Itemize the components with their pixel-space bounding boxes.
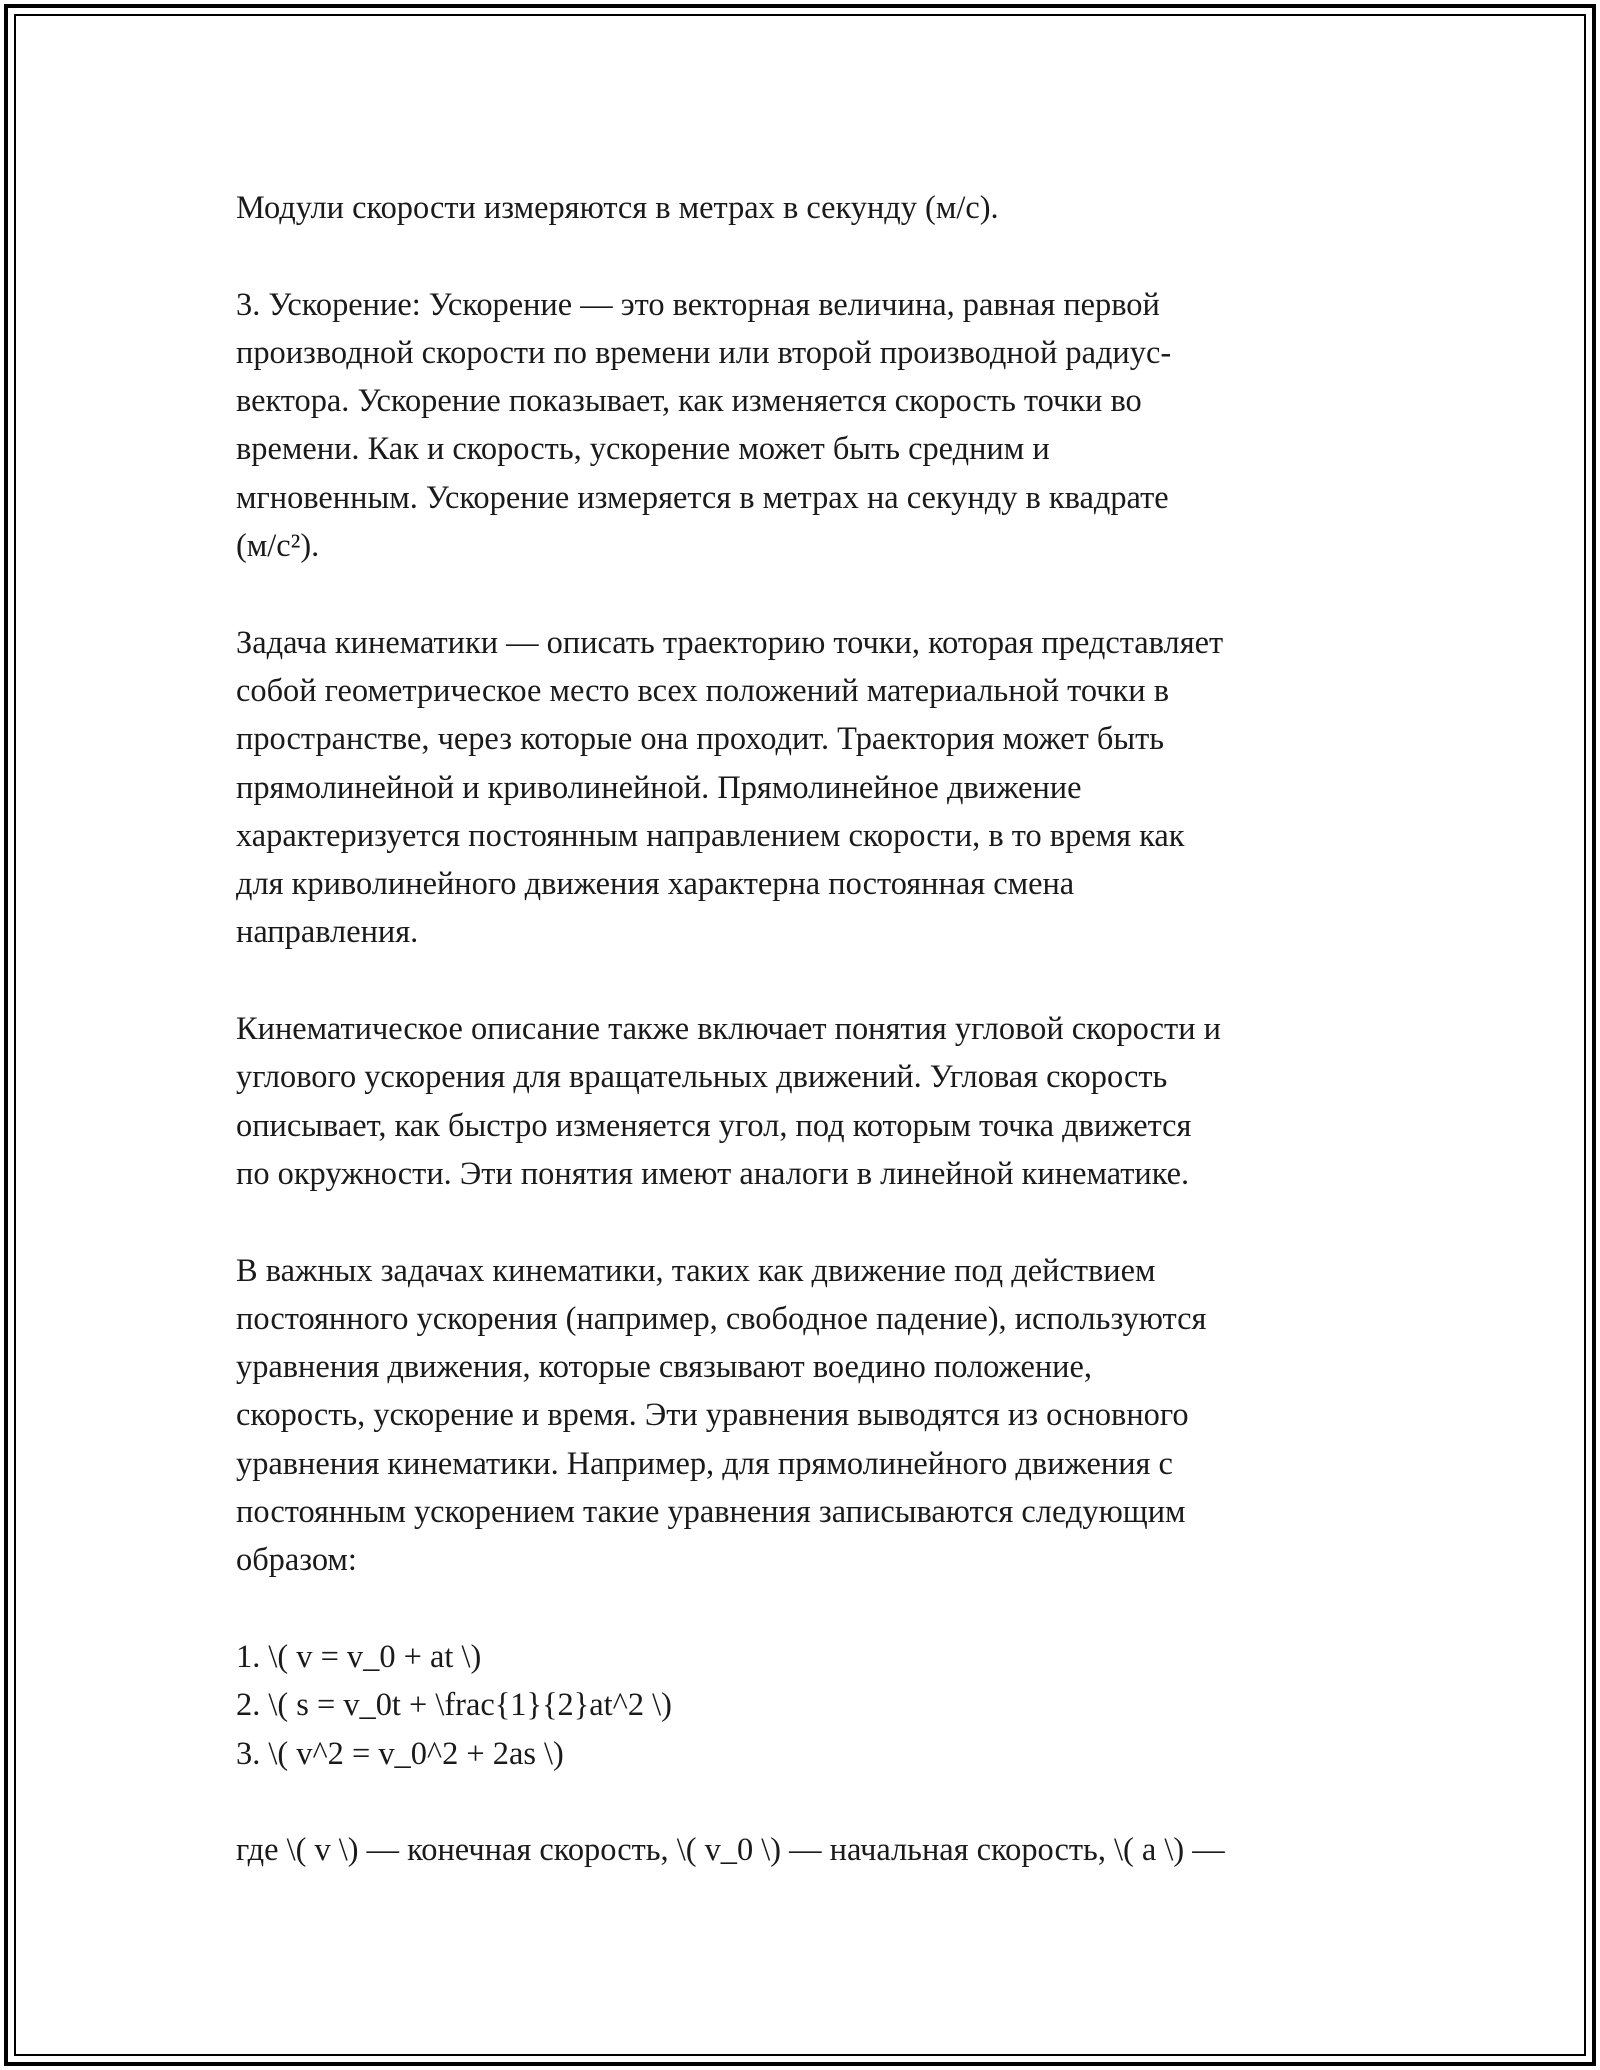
equation-velocity-squared: 3. \( v^2 = v_0^2 + 2as \)	[236, 1735, 564, 1772]
equation-displacement: 2. \( s = v_0t + \frac{1}{2}at^2 \)	[236, 1687, 672, 1724]
document-body	[236, 184, 1396, 1923]
paragraph-kinematics-task: Задача кинематики — описать траекторию точки, которая представляет собой геометрическое место всех положений материальной точки в пространстве, через которые она проходит. Траектория может быть прямолинейной и криволинейной. Прямолинейное движение характеризуется постоянным направлением скорости, в то время как для криволинейного движения характерна постоянная смена направления.	[236, 624, 1224, 951]
equation-velocity: 1. \( v = v_0 + at \)	[236, 1638, 482, 1675]
paragraph-angular-motion: Кинематическое описание также включает понятия угловой скорости и углового ускорения для вращательных движений. Угловая скорость описывает, как быстро изменяется угол, под которым точка движется по окружности. Эти понятия имеют аналоги в линейной кинематике.	[236, 1011, 1221, 1192]
paragraph-equations-intro: В важных задачах кинематики, таких как движение под действием постоянного ускорения (например, свободное падение), используются уравнения движения, которые связывают воедино положение, скорость, ускорение и время. Эти уравнения выводятся из основного уравнения кинематики. Например, для прямолинейного движения с постоянным ускорением такие уравнения записываются следующим образом:	[236, 1252, 1207, 1579]
equation-list	[236, 1633, 1396, 1778]
paragraph-speed-units: Модули скорости измеряются в метрах в секунду (м/с).	[236, 190, 999, 226]
paragraph-acceleration: 3. Ускорение: Ускорение — это векторная величина, равная первой производной скорости по времени или второй производной радиус- вектора. Ускорение показывает, как изменяется скорость точки во времени. Как и скорость, ускорение может быть средним и мгновенным. Ускорение измеряется в метрах на секунду в квадрате (м/с²).	[236, 286, 1172, 565]
paragraph-variable-definitions: где \( v \) — конечная скорость, \( v_0 \) — начальная скорость, \( a \) —	[236, 1832, 1225, 1869]
